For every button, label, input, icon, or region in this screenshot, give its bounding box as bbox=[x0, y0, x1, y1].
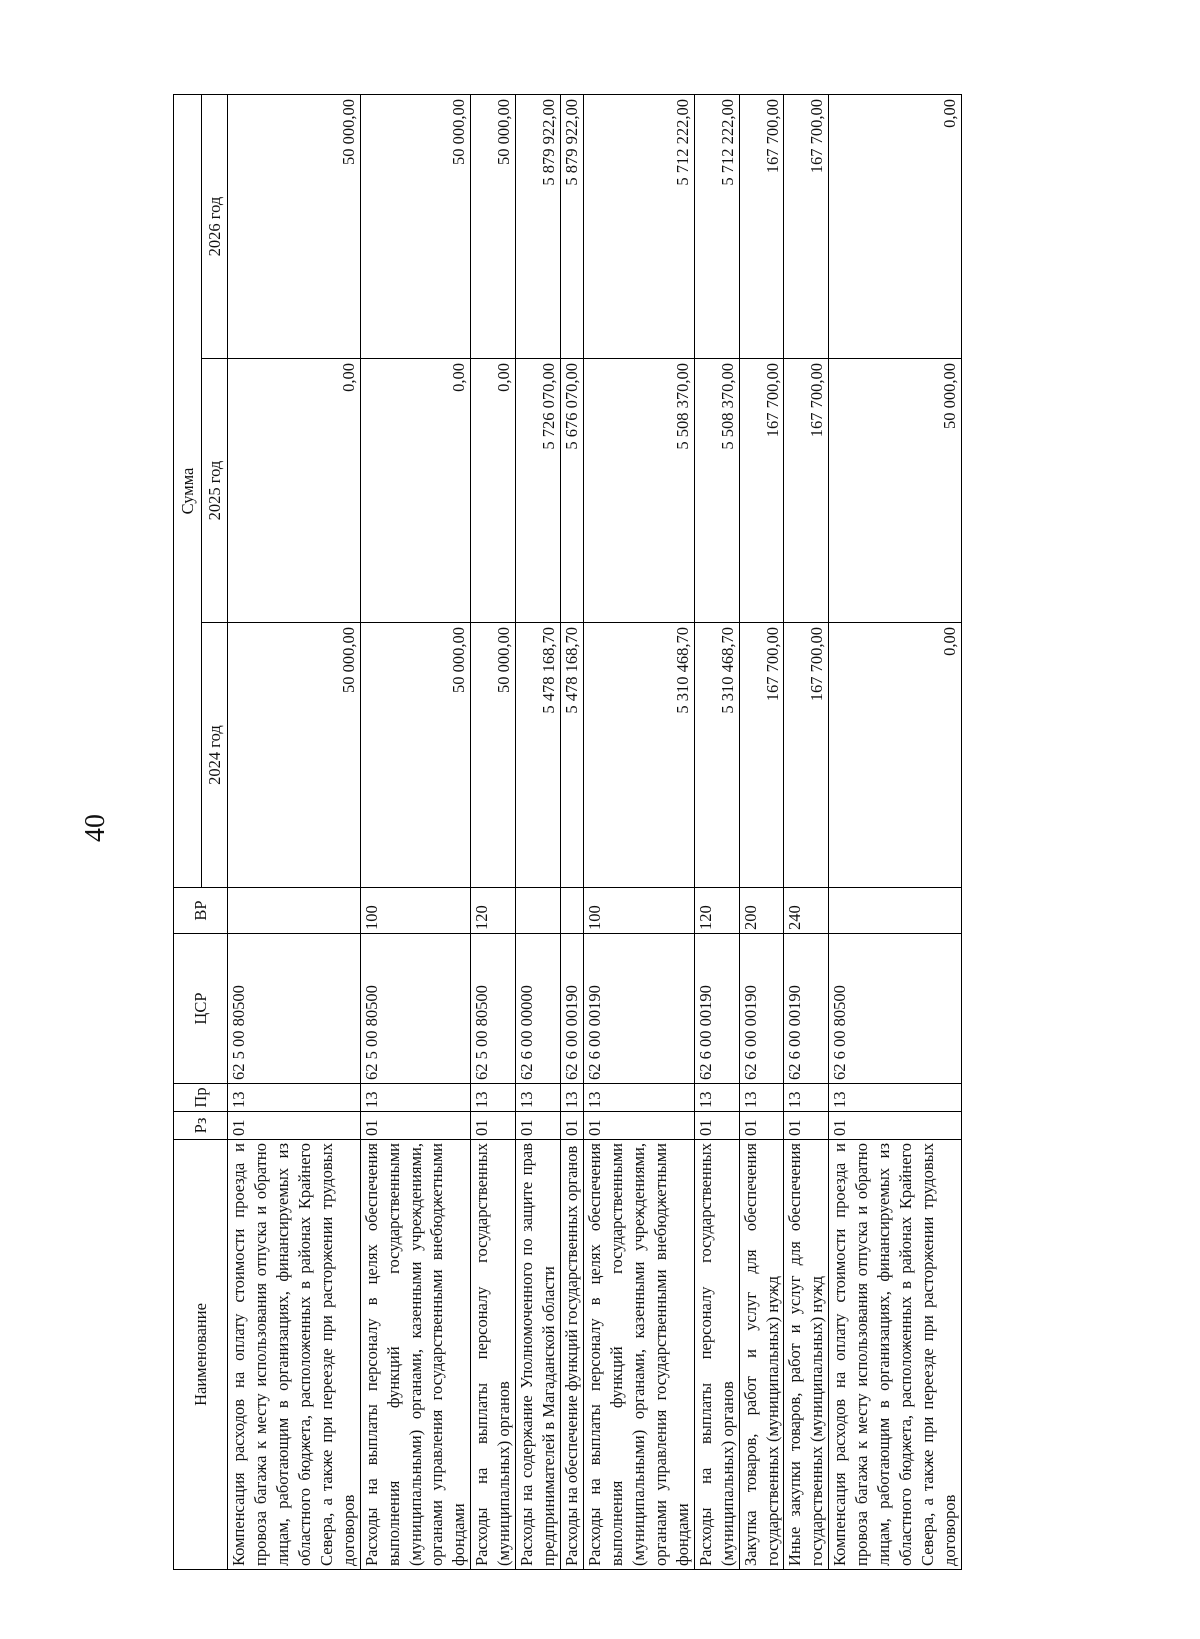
name-cell: Компенсация расходов на оплату стоимости проезда и провоза багажа к месту использования отпуска и обратно лицам, работающим в организациях, финансируемых из областного бюджета, расположенных в районах Крайнего Севера, а также при переезде при расторжении трудовых договоров bbox=[228, 1140, 361, 1570]
rz-cell: 01 bbox=[694, 1112, 739, 1140]
amount-2025-cell: 50 000,00 bbox=[829, 359, 962, 623]
csr-cell: 62 6 00 00190 bbox=[739, 934, 784, 1084]
amount-2024-cell: 50 000,00 bbox=[228, 623, 361, 888]
pr-cell: 13 bbox=[228, 1084, 361, 1112]
name-cell: Иные закупки товаров, работ и услуг для обеспечения государственных (муниципальных) нужд bbox=[784, 1140, 829, 1570]
csr-cell: 62 6 00 00190 bbox=[584, 934, 695, 1084]
table-row bbox=[694, 94, 739, 1569]
table-row bbox=[228, 94, 361, 1569]
table-row bbox=[471, 94, 516, 1569]
vr-cell: 120 bbox=[694, 888, 739, 934]
header-csr: ЦСР bbox=[174, 934, 228, 1084]
rz-cell: 01 bbox=[360, 1112, 471, 1140]
header-2024: 2024 год bbox=[202, 623, 228, 888]
amount-2026-cell: 5 879 922,00 bbox=[561, 94, 584, 358]
header-vr: ВР bbox=[174, 888, 228, 934]
header-rz: Рз bbox=[174, 1112, 228, 1140]
rz-cell: 01 bbox=[584, 1112, 695, 1140]
amount-2026-cell: 0,00 bbox=[829, 94, 962, 358]
amount-2026-cell: 50 000,00 bbox=[360, 94, 471, 358]
name-cell: Расходы на содержание Уполномоченного по защите прав предпринимателей в Магаданской области bbox=[516, 1140, 561, 1570]
name-cell: Расходы на выплаты персоналу государственных (муниципальных) органов bbox=[471, 1140, 516, 1570]
amount-2025-cell: 0,00 bbox=[360, 359, 471, 623]
header-sum: Сумма bbox=[174, 94, 202, 887]
name-cell: Расходы на выплаты персоналу в целях обеспечения выполнения функций государственными (муниципальными) органами, казенными учреждениями, органами управления государственными внебюджетными фондами bbox=[584, 1140, 695, 1570]
amount-2024-cell: 5 310 468,70 bbox=[584, 623, 695, 888]
page-number: 40 bbox=[80, 814, 111, 842]
csr-cell: 62 6 00 00190 bbox=[784, 934, 829, 1084]
table-row bbox=[739, 94, 784, 1569]
amount-2026-cell: 5 879 922,00 bbox=[516, 94, 561, 358]
vr-cell bbox=[829, 888, 962, 934]
amount-2024-cell: 50 000,00 bbox=[471, 623, 516, 888]
csr-cell: 62 5 00 80500 bbox=[228, 934, 361, 1084]
amount-2026-cell: 50 000,00 bbox=[471, 94, 516, 358]
pr-cell: 13 bbox=[784, 1084, 829, 1112]
csr-cell: 62 6 00 00000 bbox=[516, 934, 561, 1084]
amount-2026-cell: 5 712 222,00 bbox=[694, 94, 739, 358]
rz-cell: 01 bbox=[228, 1112, 361, 1140]
amount-2026-cell: 50 000,00 bbox=[228, 94, 361, 358]
amount-2026-cell: 167 700,00 bbox=[739, 94, 784, 358]
csr-cell: 62 5 00 80500 bbox=[360, 934, 471, 1084]
csr-cell: 62 5 00 80500 bbox=[471, 934, 516, 1084]
amount-2025-cell: 167 700,00 bbox=[784, 359, 829, 623]
amount-2025-cell: 5 676 070,00 bbox=[561, 359, 584, 623]
name-cell: Компенсация расходов на оплату стоимости проезда и провоза багажа к месту использования отпуска и обратно лицам, работающим в организациях, финансируемых из областного бюджета, расположенных в районах Крайнего Севера, а также при переезде при расторжении трудовых договоров bbox=[829, 1140, 962, 1570]
csr-cell: 62 6 00 80500 bbox=[829, 934, 962, 1084]
vr-cell bbox=[516, 888, 561, 934]
vr-cell: 100 bbox=[584, 888, 695, 934]
rz-cell: 01 bbox=[471, 1112, 516, 1140]
table-row bbox=[584, 94, 695, 1569]
rz-cell: 01 bbox=[516, 1112, 561, 1140]
table-row bbox=[360, 94, 471, 1569]
vr-cell: 120 bbox=[471, 888, 516, 934]
amount-2024-cell: 167 700,00 bbox=[739, 623, 784, 888]
pr-cell: 13 bbox=[584, 1084, 695, 1112]
budget-table bbox=[173, 94, 962, 1570]
amount-2026-cell: 5 712 222,00 bbox=[584, 94, 695, 358]
vr-cell bbox=[561, 888, 584, 934]
amount-2025-cell: 0,00 bbox=[228, 359, 361, 623]
amount-2025-cell: 5 508 370,00 bbox=[694, 359, 739, 623]
header-2026: 2026 год bbox=[202, 94, 228, 358]
pr-cell: 13 bbox=[829, 1084, 962, 1112]
amount-2024-cell: 5 478 168,70 bbox=[516, 623, 561, 888]
vr-cell: 100 bbox=[360, 888, 471, 934]
amount-2024-cell: 50 000,00 bbox=[360, 623, 471, 888]
vr-cell bbox=[228, 888, 361, 934]
pr-cell: 13 bbox=[561, 1084, 584, 1112]
rz-cell: 01 bbox=[561, 1112, 584, 1140]
name-cell: Закупка товаров, работ и услуг для обеспечения государственных (муниципальных) нужд bbox=[739, 1140, 784, 1570]
name-cell: Расходы на выплаты персоналу государственных (муниципальных) органов bbox=[694, 1140, 739, 1570]
rz-cell: 01 bbox=[739, 1112, 784, 1140]
csr-cell: 62 6 00 00190 bbox=[561, 934, 584, 1084]
pr-cell: 13 bbox=[739, 1084, 784, 1112]
rotated-page-content bbox=[173, 95, 1043, 1570]
rz-cell: 01 bbox=[784, 1112, 829, 1140]
table-header bbox=[174, 94, 228, 1569]
amount-2025-cell: 0,00 bbox=[471, 359, 516, 623]
table-row bbox=[784, 94, 829, 1569]
amount-2025-cell: 5 726 070,00 bbox=[516, 359, 561, 623]
table-body bbox=[228, 94, 962, 1569]
table-row bbox=[829, 94, 962, 1569]
name-cell: Расходы на обеспечение функций государственных органов bbox=[561, 1140, 584, 1570]
pr-cell: 13 bbox=[360, 1084, 471, 1112]
amount-2024-cell: 0,00 bbox=[829, 623, 962, 888]
pr-cell: 13 bbox=[516, 1084, 561, 1112]
rz-cell: 01 bbox=[829, 1112, 962, 1140]
amount-2025-cell: 167 700,00 bbox=[739, 359, 784, 623]
amount-2024-cell: 5 310 468,70 bbox=[694, 623, 739, 888]
amount-2026-cell: 167 700,00 bbox=[784, 94, 829, 358]
name-cell: Расходы на выплаты персоналу в целях обеспечения выполнения функций государственными (муниципальными) органами, казенными учреждениями, органами управления государственными внебюджетными фондами bbox=[360, 1140, 471, 1570]
csr-cell: 62 6 00 00190 bbox=[694, 934, 739, 1084]
header-2025: 2025 год bbox=[202, 359, 228, 623]
vr-cell: 200 bbox=[739, 888, 784, 934]
vr-cell: 240 bbox=[784, 888, 829, 934]
pr-cell: 13 bbox=[694, 1084, 739, 1112]
header-name: Наименование bbox=[174, 1140, 228, 1570]
amount-2024-cell: 167 700,00 bbox=[784, 623, 829, 888]
table-row bbox=[561, 94, 584, 1569]
header-pr: Пр bbox=[174, 1084, 228, 1112]
amount-2024-cell: 5 478 168,70 bbox=[561, 623, 584, 888]
amount-2025-cell: 5 508 370,00 bbox=[584, 359, 695, 623]
table-row bbox=[516, 94, 561, 1569]
pr-cell: 13 bbox=[471, 1084, 516, 1112]
